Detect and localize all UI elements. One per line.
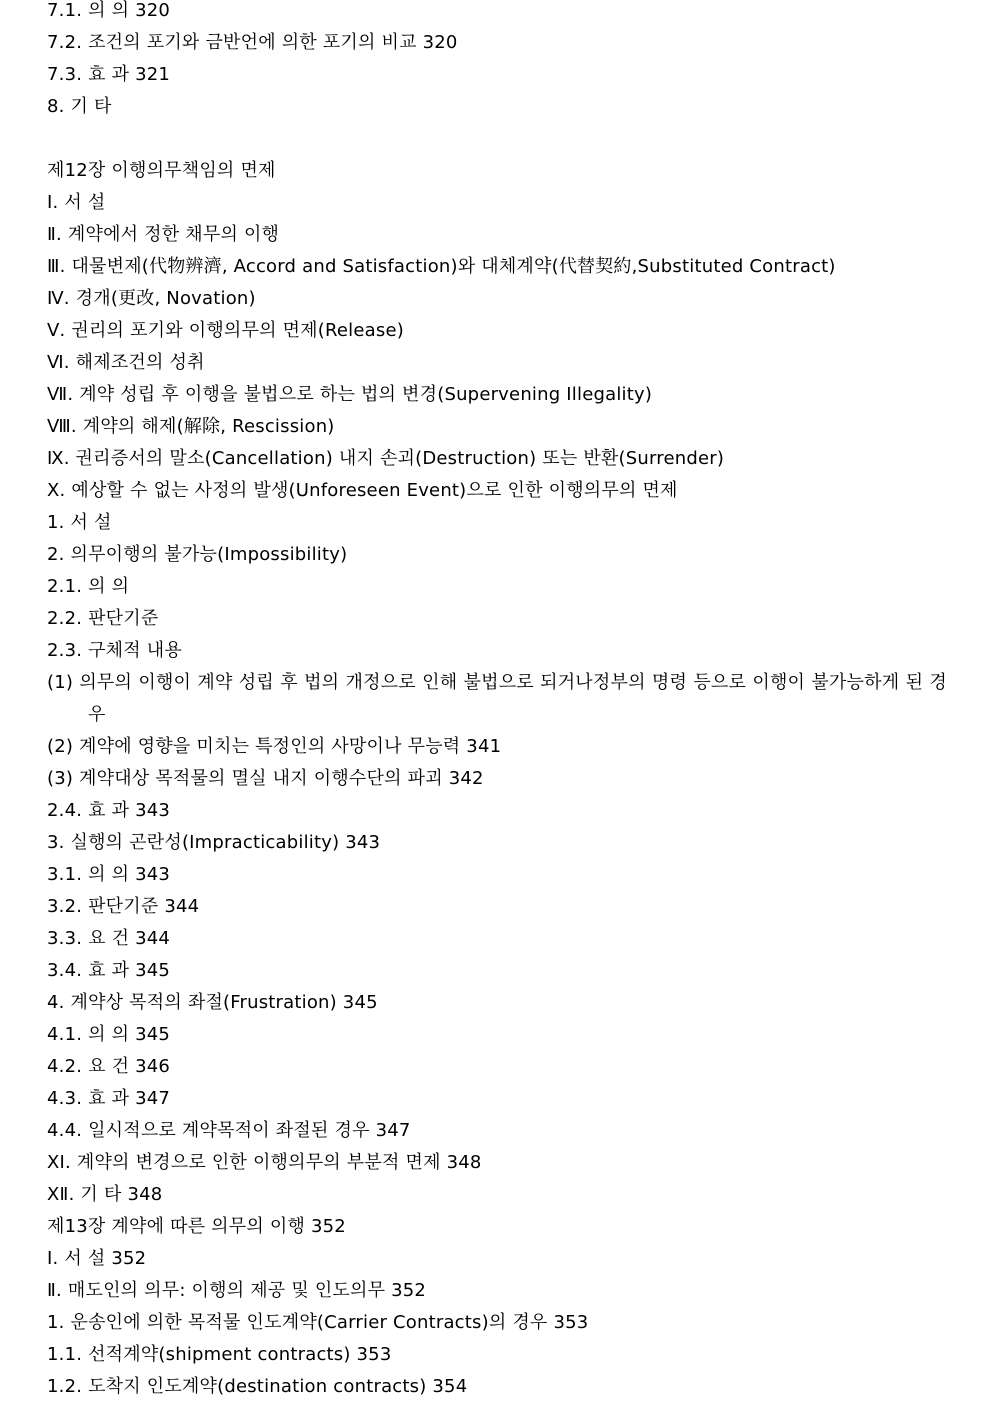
toc-entry: 4.4. 일시적으로 계약목적이 좌절된 경우 347 [47, 1120, 411, 1141]
toc-entry: 7.1. 의 의 320 [47, 0, 171, 21]
toc-entry: 4.1. 의 의 345 [47, 1024, 171, 1045]
toc-entry: ⅩⅡ. 기 타 348 [47, 1184, 163, 1205]
chapter-heading: 제12장 이행의무책임의 면제 [47, 160, 276, 181]
toc-entry: (2) 계약에 영향을 미치는 특정인의 사망이나 무능력 341 [47, 736, 502, 757]
blank-line [47, 123, 947, 155]
toc-entry: Ⅱ. 계약에서 정한 채무의 이행 [47, 224, 280, 245]
toc-entry: 1. 서 설 [47, 512, 112, 533]
toc-entry: 1. 운송인에 의한 목적물 인도계약(Carrier Contracts)의 경우 353 [47, 1312, 589, 1333]
toc-entry: 8. 기 타 [47, 96, 112, 117]
toc-entry: 2.2. 판단기준 [47, 608, 159, 629]
toc-entry: Ⅲ. 대물변제(代物辨濟, Accord and Satisfaction)와 대체계약(代替契約,Substituted Contract) [47, 256, 836, 277]
toc-entry: Ⅰ. 서 설 [47, 192, 106, 213]
toc-entry: 7.3. 효 과 321 [47, 64, 171, 85]
toc-entry: Ⅴ. 권리의 포기와 이행의무의 면제(Release) [47, 320, 404, 341]
toc-entry: 3.4. 효 과 345 [47, 960, 171, 981]
toc-entry: Ⅹ. 예상할 수 없는 사정의 발생(Unforeseen Event)으로 인한 이행의무의 면제 [47, 480, 678, 501]
toc-entry: 2.3. 구체적 내용 [47, 640, 182, 661]
toc-entry: 4. 계약상 목적의 좌절(Frustration) 345 [47, 992, 378, 1013]
toc-entry: 7.2. 조건의 포기와 금반언에 의한 포기의 비교 320 [47, 32, 458, 53]
toc-entry: Ⅸ. 권리증서의 말소(Cancellation) 내지 손괴(Destruction) 또는 반환(Surrender) [47, 448, 725, 469]
document-page [47, 0, 947, 1403]
toc-entry: 2.4. 효 과 343 [47, 800, 171, 821]
toc-entry: 3.3. 요 건 344 [47, 928, 171, 949]
toc-entry: (3) 계약대상 목적물의 멸실 내지 이행수단의 파괴 342 [47, 768, 484, 789]
toc-entry: 4.3. 효 과 347 [47, 1088, 171, 1109]
toc-entry: 1.2. 도착지 인도계약(destination contracts) 354 [47, 1376, 468, 1397]
toc-entry: Ⅱ. 매도인의 의무: 이행의 제공 및 인도의무 352 [47, 1280, 427, 1301]
toc-entry: 1.1. 선적계약(shipment contracts) 353 [47, 1344, 392, 1365]
toc-entry: Ⅶ. 계약 성립 후 이행을 불법으로 하는 법의 변경(Supervening Illegality) [47, 384, 653, 405]
toc-entry: ⅩⅠ. 계약의 변경으로 인한 이행의무의 부분적 면제 348 [47, 1152, 482, 1173]
toc-entry: Ⅰ. 서 설 352 [47, 1248, 147, 1269]
toc-entry: 3. 실행의 곤란성(Impracticability) 343 [47, 832, 381, 853]
toc-entry: 3.1. 의 의 343 [47, 864, 171, 885]
toc-entry: 2.1. 의 의 [47, 576, 130, 597]
chapter-heading: 제13장 계약에 따른 의무의 이행 352 [47, 1216, 346, 1237]
toc-entry: Ⅳ. 경개(更改, Novation) [47, 288, 256, 309]
toc-entry: Ⅷ. 계약의 해제(解除, Rescission) [47, 416, 335, 437]
toc-entry: 3.2. 판단기준 344 [47, 896, 200, 917]
toc-entry: 2. 의무이행의 불가능(Impossibility) [47, 544, 348, 565]
toc-entry: Ⅵ. 해제조건의 성취 [47, 352, 205, 373]
toc-entry: 4.2. 요 건 346 [47, 1056, 171, 1077]
toc-entry-wrapped: (1) 의무의 이행이 계약 성립 후 법의 개정으로 인해 불법으로 되거나정부의 명령 등으로 이행이 불가능하게 된 경우 [47, 672, 947, 725]
